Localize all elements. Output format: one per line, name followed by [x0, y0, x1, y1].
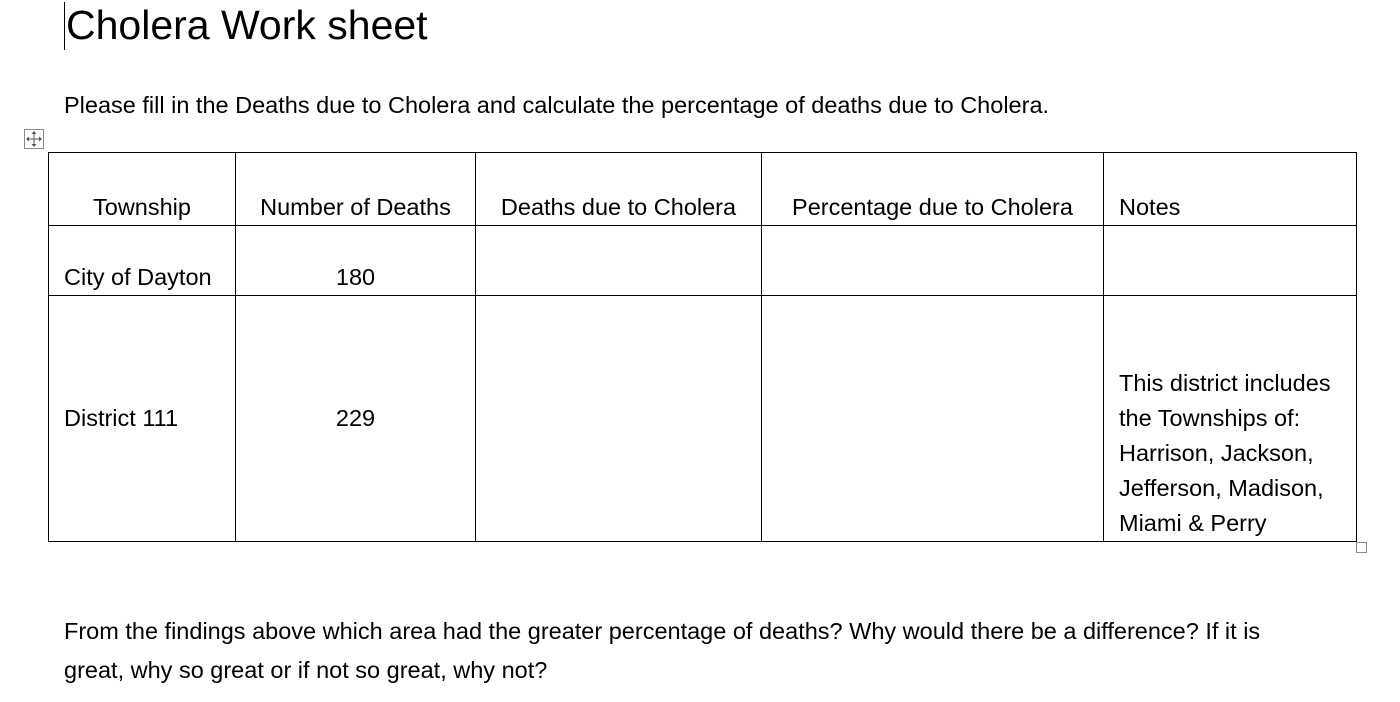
cell-notes[interactable]: This district includes the Townships of: Harrison, Jackson, Jefferson, Madison, Miami & Perry [1104, 296, 1357, 542]
four-arrow-move-icon[interactable] [24, 129, 44, 149]
cell-deaths-due-to-cholera[interactable] [476, 226, 762, 296]
instructions-paragraph[interactable]: Please fill in the Deaths due to Cholera and calculate the percentage of deaths due to Cholera. [64, 92, 1050, 118]
cell-township[interactable]: City of Dayton [49, 226, 236, 296]
cell-percentage-due-to-cholera[interactable] [762, 226, 1104, 296]
header-number-of-deaths[interactable]: Number of Deaths [236, 153, 476, 226]
cell-percentage-due-to-cholera[interactable] [762, 296, 1104, 542]
header-township[interactable]: Township [49, 153, 236, 226]
cell-notes[interactable] [1104, 226, 1357, 296]
text-cursor [64, 2, 65, 50]
resize-square-icon[interactable] [1356, 542, 1367, 553]
cell-deaths-due-to-cholera[interactable] [476, 296, 762, 542]
question-paragraph[interactable]: From the findings above which area had the greater percentage of deaths? Why would there be a difference? If it is great, why so great or if not so great, why not? [64, 618, 1261, 683]
cholera-table [48, 152, 1357, 542]
header-notes[interactable]: Notes [1104, 153, 1357, 226]
cell-number-of-deaths[interactable]: 180 [236, 226, 476, 296]
table-header-row [49, 153, 1357, 226]
header-deaths-due-to-cholera[interactable]: Deaths due to Cholera [476, 153, 762, 226]
document-title[interactable]: Cholera Work sheet [66, 2, 428, 48]
header-percentage-due-to-cholera[interactable]: Percentage due to Cholera [762, 153, 1104, 226]
cell-number-of-deaths[interactable]: 229 [236, 296, 476, 542]
cell-township[interactable]: District 111 [49, 296, 236, 542]
table-row [49, 226, 1357, 296]
table-row [49, 296, 1357, 542]
move-arrows-glyph [25, 130, 43, 148]
